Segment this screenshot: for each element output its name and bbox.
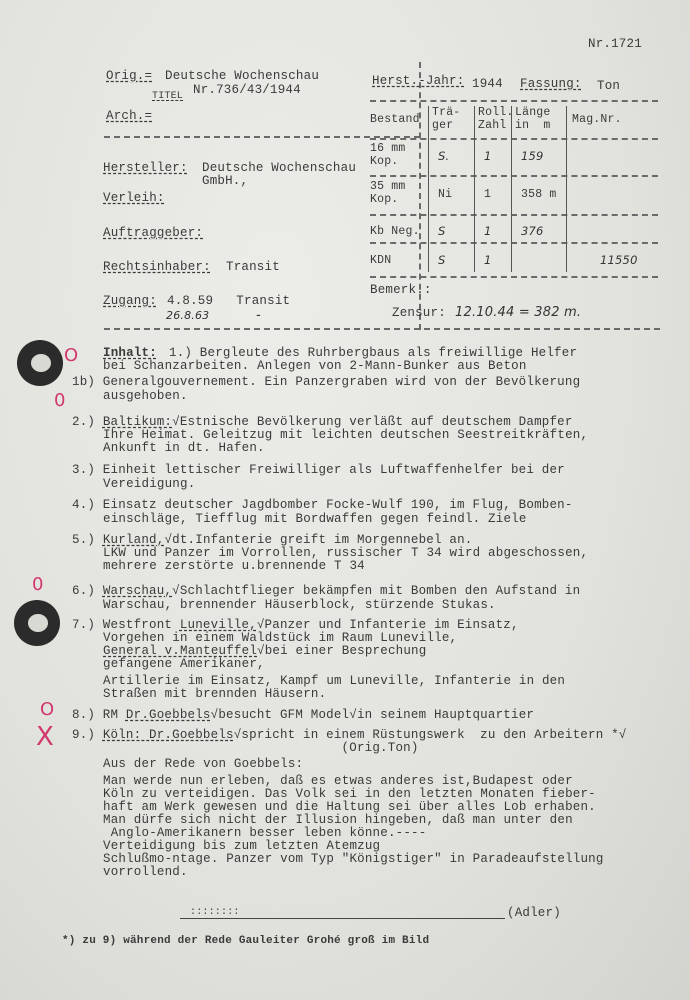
hersteller-label: Hersteller: — [103, 161, 188, 175]
content-line — [72, 709, 534, 722]
margin-mark: O — [64, 345, 79, 366]
table-cell: 35 mm Kop. — [370, 180, 406, 206]
table-cell: S. — [438, 149, 450, 163]
line-text: √Estnische Bevölkerung verläßt auf deutschem Dampfer — [172, 415, 573, 429]
line-text: ausgehoben. — [103, 389, 188, 403]
hersteller-value: Deutsche Wochenschau — [202, 161, 357, 175]
signature-dots: :::::::: — [190, 907, 240, 918]
titel-label: TITEL — [152, 91, 184, 102]
margin-mark: 0 — [32, 574, 44, 595]
content-line — [103, 688, 326, 701]
divider — [104, 328, 660, 330]
table-header-cell: Roll. Zahl — [478, 106, 514, 132]
verleih-label: Verleih: — [103, 191, 165, 205]
table-header-cell: Bestand — [370, 113, 420, 126]
line-text: vorrollend. — [103, 865, 188, 879]
line-text: Artillerie im Einsatz, Kampf um Luneville, Infanterie in den — [103, 674, 566, 688]
hersteller-value-2: GmbH., — [202, 174, 249, 188]
arch-label: Arch.= — [106, 109, 153, 123]
underlined-keyword: Dr.Goebbels — [125, 708, 211, 722]
line-text: 6.) — [72, 584, 103, 598]
content-line — [103, 866, 188, 879]
punch-hole-bottom — [14, 600, 60, 646]
line-text: Straßen mit brennden Häusern. — [103, 687, 327, 701]
line-text: 8.) RM — [72, 708, 126, 722]
underlined-keyword: Warschau, — [102, 584, 173, 598]
table-row-divider — [370, 214, 658, 216]
line-text: 7.) Westfront — [72, 618, 180, 632]
auftraggeber-label: Auftraggeber: — [103, 226, 204, 240]
table-column-divider — [428, 106, 429, 272]
margin-mark: O — [40, 699, 55, 720]
content-line — [103, 560, 365, 573]
content-line — [103, 513, 527, 526]
content-line — [72, 499, 573, 512]
margin-mark: X — [36, 722, 54, 752]
line-text: Vereidigung. — [103, 477, 196, 491]
table-cell: 1 — [484, 253, 492, 267]
line-text: Vorgehen in einem Waldstück im Raum Luneville, — [103, 631, 458, 645]
line-text: Ankunft in dt. Hafen. — [103, 441, 265, 455]
zensur-value: 12.10.44 = 382 m. — [455, 305, 582, 320]
orig-label: Orig.= — [106, 69, 153, 83]
table-cell: 1 — [484, 224, 492, 238]
inhalt-label: Inhalt: — [103, 346, 157, 360]
divider — [370, 276, 658, 278]
line-text: mehrere zerstörte u.brennende T 34 — [103, 559, 365, 573]
line-text: Schlußmo-ntage. Panzer vom Typ "Königstiger" in Paradeaufstellung — [103, 852, 604, 866]
content-line — [103, 599, 496, 612]
signature-name: (Adler) — [507, 906, 561, 920]
content-line — [72, 464, 565, 477]
fassung-label: Fassung: — [520, 77, 582, 91]
table-cell: 11550 — [600, 253, 638, 267]
line-text: gefangene Amerikaner, — [103, 657, 265, 671]
line-text: (Orig.Ton) — [72, 741, 419, 755]
zensur-label: Zensur: — [392, 306, 446, 320]
content-line — [103, 758, 303, 771]
line-text: 2.) — [72, 415, 103, 429]
line-text: Man werde nun erleben, daß es etwas anderes ist,Budapest oder — [103, 774, 573, 788]
zugang-handwritten-date: 26.8.63 — [166, 309, 210, 322]
herst-jahr-value: 1944 — [472, 77, 503, 91]
content-line — [103, 478, 195, 491]
underlined-keyword: General v.Manteuffel — [103, 644, 258, 658]
footnote: *) zu 9) während der Rede Gauleiter Grohé groß im Bild — [62, 935, 430, 947]
table-header-cell: Mag.Nr. — [572, 113, 622, 126]
table-cell: 159 — [521, 149, 544, 163]
table-header-cell: Trä- ger — [432, 106, 461, 132]
underlined-keyword: Baltikum: — [102, 415, 173, 429]
document-number: Nr.1721 — [588, 37, 642, 51]
fassung-value: Ton — [597, 79, 621, 93]
line-text: 1b) Generalgouvernement. Ein Panzergraben wird von der Bevölkerung — [72, 375, 581, 389]
line-text: 5.) — [72, 533, 103, 547]
table-cell: 1 — [484, 149, 492, 163]
table-row-divider — [370, 242, 658, 244]
line-text: haft am Werk gewesen und die Haltung sei über alles Lob erhaben. — [103, 800, 596, 814]
orig-value: Deutsche Wochenschau — [165, 69, 320, 83]
line-text: Aus der Rede von Goebbels: — [103, 757, 304, 771]
line-text: 1.) Bergleute des Ruhrbergbaus als freiwillige Helfer — [169, 346, 578, 360]
content-line — [103, 360, 527, 373]
table-row-divider — [370, 175, 658, 177]
line-text: √Panzer und Infanterie im Einsatz, — [256, 618, 519, 632]
line-text: 4.) Einsatz deutscher Jagdbomber Focke-Wulf 190, im Flug, Bomben- — [72, 498, 573, 512]
table-cell: S — [438, 224, 446, 238]
table-cell: KDN — [370, 254, 392, 267]
punch-hole-top — [17, 340, 63, 386]
line-text: 3.) Einheit lettischer Freiwilliger als Luftwaffenhelfer bei der — [72, 463, 565, 477]
line-text: Man dürfe sich nicht der Illusion hingeben, daß man unter den — [103, 813, 573, 827]
underlined-keyword: Luneville, — [179, 618, 257, 632]
line-text: bei Schanzarbeiten. Anlegen von 2-Mann-Bunker aus Beton — [103, 359, 527, 373]
line-text: Anglo-Amerikanern besser leben könne.---- — [103, 826, 427, 840]
line-text: √spricht in einem Rüstungswerk zu den Arbeitern *√ — [233, 728, 627, 742]
line-text: Verteidigung bis zum letzten Atemzug — [103, 839, 381, 853]
content-line — [103, 390, 188, 403]
table-header-cell: Länge in m — [515, 106, 551, 132]
underlined-keyword: Kurland, — [102, 533, 165, 547]
underlined-keyword: Köln: Dr.Goebbels — [102, 728, 234, 742]
table-cell: 376 — [521, 224, 544, 238]
content-line — [72, 376, 580, 389]
line-text: Ihre Heimat. Geleitzug mit leichten deutschen Seestreitkräften, — [103, 428, 589, 442]
line-text: LKW und Panzer im Vorrollen, russischer T 34 wird abgeschossen, — [103, 546, 589, 560]
rechtsinhaber-value: Transit — [226, 260, 280, 274]
margin-mark: 0 — [54, 390, 66, 411]
line-text: √bei einer Besprechung — [257, 644, 427, 658]
divider — [370, 100, 658, 102]
content-line — [103, 442, 265, 455]
zugang-handwritten-mark: - — [256, 308, 261, 323]
zugang-value: 4.8.59 Transit — [167, 294, 291, 308]
titel-value: Nr.736/43/1944 — [193, 83, 301, 97]
content-line — [72, 742, 419, 755]
table-cell: 16 mm Kop. — [370, 142, 406, 168]
line-text: Warschau, brennender Häuserblock, stürzende Stukas. — [103, 598, 496, 612]
line-text: 9.) — [72, 728, 103, 742]
content-line — [72, 585, 580, 598]
table-cell: Kb Neg. — [370, 225, 420, 238]
table-row-divider — [370, 138, 658, 140]
herst-jahr-label: Herst.-Jahr: — [372, 74, 465, 88]
table-cell: 1 — [484, 188, 492, 201]
zugang-label: Zugang: — [103, 294, 157, 308]
rechtsinhaber-label: Rechtsinhaber: — [103, 260, 211, 274]
line-text: √Schlachtflieger bekämpfen mit Bomben den Aufstand in — [172, 584, 581, 598]
table-column-divider — [511, 106, 512, 272]
table-cell: Ni — [438, 188, 453, 201]
line-text: einschläge, Tiefflug mit Bordwaffen gegen feindl. Ziele — [103, 512, 527, 526]
table-cell: 358 m — [521, 188, 557, 201]
bemerk-label: Bemerk.: — [370, 283, 432, 297]
line-text: √dt.Infanterie greift im Morgennebel an. — [164, 533, 473, 547]
line-text: Köln zu verteidigen. Das Volk sei in den letzten Monaten fieber- — [103, 787, 596, 801]
table-column-divider — [474, 106, 475, 272]
line-text: √besucht GFM Model√in seinem Hauptquartier — [210, 708, 535, 722]
table-cell: S — [438, 253, 446, 267]
table-column-divider — [566, 106, 567, 272]
content-line — [103, 658, 265, 671]
